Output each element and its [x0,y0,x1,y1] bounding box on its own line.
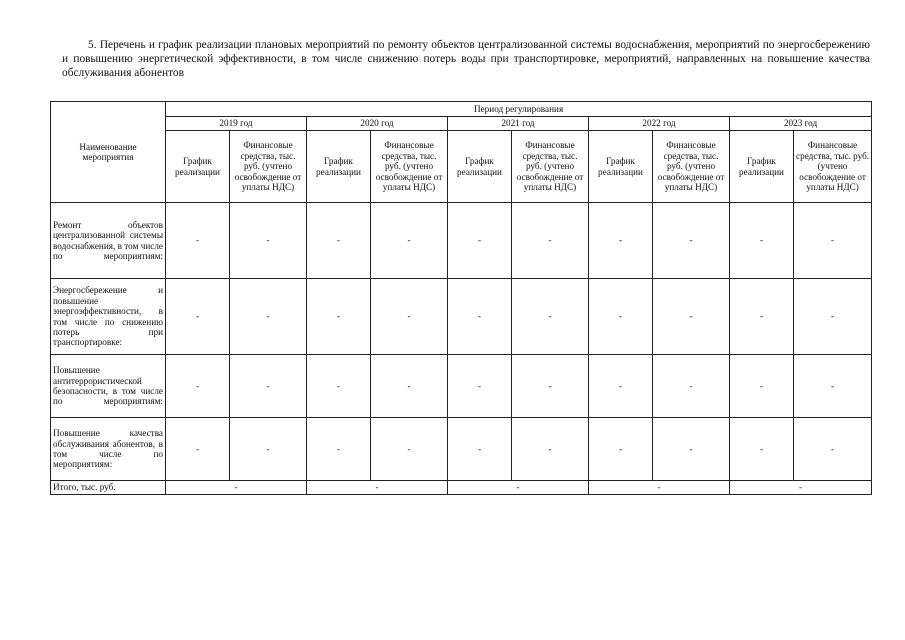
cell-value: - [589,418,653,481]
cell-value: - [653,418,730,481]
cell-value: - [589,355,653,418]
total-value: - [448,481,589,495]
header-schedule: График реализации [589,131,653,203]
cell-value: - [230,203,307,279]
cell-value: - [730,355,794,418]
section-title: Перечень и график реализации плановых мероприятий по ремонту объектов централизованной системы водоснабжения, мероприятий по энергосбережению и повышению энергетической эффективности, в том числе снижению потерь воды при транспортировке, мероприятий, направленных на повышение качества обслуживания абонентов [62,39,870,79]
cell-value: - [448,279,512,355]
cell-value: - [307,279,371,355]
row-name: Энергосбережение и повышение энергоэффективности, в том числе по снижению потерь при транспортировке: [51,279,166,355]
row-name: Повышение антитеррористической безопасности, в том числе по мероприятиям: [51,355,166,418]
cell-value: - [307,418,371,481]
total-value: - [730,481,872,495]
header-finance: Финансовые средства, тыс. руб. (учтено освобождение от уплаты НДС) [794,131,872,203]
total-row [51,481,872,495]
cell-value: - [230,279,307,355]
cell-value: - [730,418,794,481]
header-schedule: График реализации [448,131,512,203]
table-row [51,355,872,418]
cell-value: - [307,203,371,279]
cell-value: - [512,279,589,355]
header-schedule: График реализации [730,131,794,203]
cell-value: - [512,203,589,279]
plan-table [50,101,872,495]
cell-value: - [730,279,794,355]
row-name: Ремонт объектов централизованной системы водоснабжения, в том числе по мероприятиям: [51,203,166,279]
cell-value: - [448,355,512,418]
cell-value: - [230,418,307,481]
header-schedule: График реализации [307,131,371,203]
header-name: Наименование мероприятия [51,102,166,203]
cell-value: - [653,203,730,279]
cell-value: - [589,279,653,355]
cell-value: - [166,418,230,481]
header-year: 2022 год [589,117,730,131]
table-row [51,279,872,355]
cell-value: - [512,418,589,481]
row-name: Повышение качества обслуживания абонентов, в том числе по мероприятиям: [51,418,166,481]
cell-value: - [230,355,307,418]
cell-value: - [794,279,872,355]
header-finance: Финансовые средства, тыс. руб. (учтено освобождение от уплаты НДС) [371,131,448,203]
header-finance: Финансовые средства, тыс. руб. (учтено освобождение от уплаты НДС) [230,131,307,203]
header-finance: Финансовые средства, тыс. руб. (учтено освобождение от уплаты НДС) [653,131,730,203]
cell-value: - [448,418,512,481]
header-year: 2021 год [448,117,589,131]
header-year: 2020 год [307,117,448,131]
cell-value: - [371,355,448,418]
section-number: 5. [88,39,97,51]
section-heading [62,38,870,80]
cell-value: - [166,203,230,279]
total-label: Итого, тыс. руб. [51,481,166,495]
cell-value: - [166,279,230,355]
total-value: - [166,481,307,495]
header-finance: Финансовые средства, тыс. руб. (учтено освобождение от уплаты НДС) [512,131,589,203]
table-row [51,203,872,279]
cell-value: - [307,355,371,418]
cell-value: - [371,418,448,481]
header-period: Период регулирования [166,102,872,117]
cell-value: - [589,203,653,279]
cell-value: - [794,203,872,279]
cell-value: - [653,355,730,418]
header-year: 2023 год [730,117,872,131]
cell-value: - [371,279,448,355]
total-value: - [307,481,448,495]
table-row [51,418,872,481]
cell-value: - [371,203,448,279]
header-year: 2019 год [166,117,307,131]
cell-value: - [448,203,512,279]
header-schedule: График реализации [166,131,230,203]
cell-value: - [794,418,872,481]
cell-value: - [512,355,589,418]
total-value: - [589,481,730,495]
cell-value: - [653,279,730,355]
cell-value: - [730,203,794,279]
cell-value: - [794,355,872,418]
cell-value: - [166,355,230,418]
